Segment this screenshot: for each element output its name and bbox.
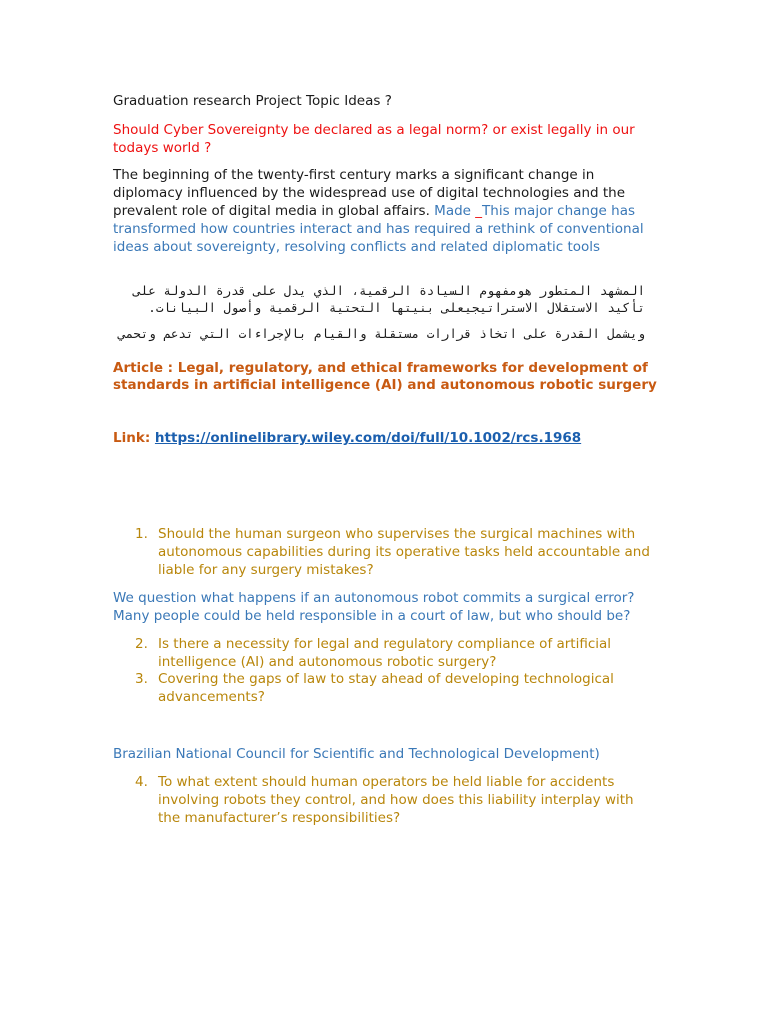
page-heading: Graduation research Project Topic Ideas ? — [113, 93, 392, 109]
intro-underscore: _ — [475, 203, 483, 219]
council-line: Brazilian National Council for Scientific and Technological Development) — [113, 746, 600, 762]
list-item-number: 2. — [135, 636, 148, 652]
question-paragraph: We question what happens if an autonomous robot commits a surgical error? Many people could be held responsible in a court of law, but who should be? — [113, 590, 635, 624]
intro-made-text: Made — [434, 203, 476, 219]
list-item-text: To what extent should human operators be held liable for accidents involving robots they control, and how does this liability interplay with the manufacturer’s responsibilities? — [158, 774, 634, 826]
intro-paragraph — [113, 166, 658, 256]
article-link[interactable]: https://onlinelibrary.wiley.com/doi/full/10.1002/rcs.1968 — [154, 430, 582, 446]
list-item-number: 3. — [135, 671, 148, 687]
article-title: Article : Legal, regulatory, and ethical frameworks for development of standards in artificial intelligence (AI) and autonomous robotic surgery — [113, 360, 657, 393]
research-question: Should Cyber Sovereignty be declared as a legal norm? or exist legally in our todays world ? — [113, 122, 635, 156]
arabic-line-2: تأكيد الاستقلال الاستراتيجيعلى بنيتها التحتية الرقمية وأصول البيانات. — [148, 300, 645, 315]
link-label: Link: — [113, 430, 155, 446]
arabic-line-3: ويشمل القدرة على اتخاذ قرارات مستقلة والقيام بالإجراءات التي تدعم وتحمي — [118, 326, 645, 341]
list-item-text: Should the human surgeon who supervises the surgical machines with autonomous capabilities during its operative tasks held accountable and liable for any surgery mistakes? — [158, 526, 650, 578]
intro-text: The beginning of the twenty-first century marks a significant change in diplomacy influenced by the widespread use of digital technologies and the prevalent role of digital media in global affairs. — [113, 167, 626, 219]
link-line — [113, 429, 658, 447]
list-item-number: 1. — [135, 526, 148, 542]
list-item-number: 4. — [135, 774, 148, 790]
list-item-text: Is there a necessity for legal and regulatory compliance of artificial intelligence (AI) and autonomous robotic surgery? — [158, 636, 612, 670]
list-item-text: Covering the gaps of law to stay ahead of developing technological advancements? — [158, 671, 614, 705]
arabic-line-1: المشهد المتطور هومفهوم السيادة الرقمية، الذي يدل على قدرة الدولة على — [133, 283, 645, 298]
intro-change-text: This major change has transformed how countries interact and has required a rethink of conventional ideas about sovereignty, resolving conflicts and related diplomatic tools — [113, 203, 644, 255]
